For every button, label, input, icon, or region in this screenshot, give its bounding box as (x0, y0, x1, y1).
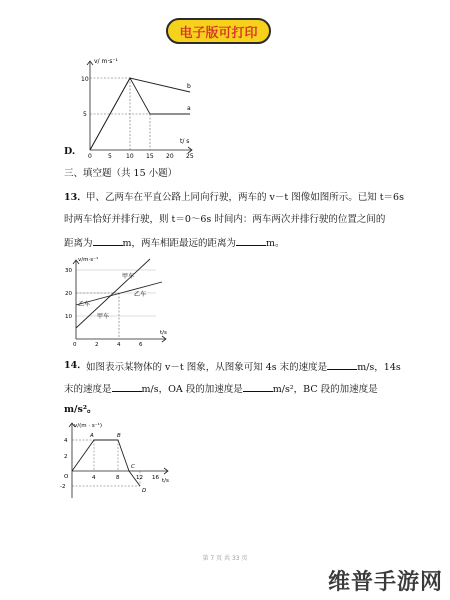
q14-line2 (64, 382, 378, 396)
chart2-xtick-2: 2 (95, 342, 99, 348)
q14-line2c: m/s²，BC 段的加速度是 (272, 384, 378, 395)
chart3-ytick-neg2: -2 (60, 484, 66, 490)
q14-blank-1[interactable] (327, 360, 357, 370)
q14-blank-2[interactable] (112, 382, 142, 392)
q14-line2a: 末的速度是 (64, 384, 112, 395)
label-jia-bottom: 甲车 (97, 313, 110, 320)
motion-line (72, 440, 140, 486)
q13-blank-2[interactable] (236, 236, 266, 246)
chart2-xtick-4: 4 (117, 342, 121, 348)
point-b: B (117, 433, 121, 439)
point-o: O (64, 474, 69, 480)
q14-line1b: m/s，14s (357, 362, 401, 373)
chart1-ytick-10: 10 (81, 76, 89, 83)
chart2-xlabel: t/s (160, 330, 167, 336)
chart2-xtick-0: 0 (73, 342, 77, 348)
label-jia-top: 甲车 (122, 273, 135, 280)
chart1-xlabel: t/ s (180, 138, 190, 145)
chart1-xtick-15: 15 (146, 153, 154, 160)
chart1-xtick-20: 20 (166, 153, 174, 160)
printable-banner: 电子版可打印 (166, 18, 271, 44)
q14-line1 (86, 360, 401, 374)
series-a-label: a (187, 105, 191, 112)
chart1-axes (87, 61, 192, 153)
chart-option-d (80, 55, 200, 160)
q14-line2b: m/s，OA 段的加速度是 (141, 384, 243, 395)
label-yi-right: 乙车 (134, 291, 147, 298)
q13-number: 13． (64, 192, 87, 203)
chart3-guides (72, 440, 140, 486)
chart3-xlabel: t/s (162, 478, 169, 484)
section-title: 三、填空题（共 15 小题） (64, 168, 178, 179)
chart1-xtick-5: 5 (108, 153, 112, 160)
q14-blank-3[interactable] (243, 382, 273, 392)
q13-line3b: m，两车相距最远的距离为 (122, 238, 237, 249)
chart2-ytick-30: 30 (65, 268, 72, 274)
chart3-xtick-4: 4 (92, 475, 96, 481)
point-c: C (131, 464, 135, 470)
chart2-ytick-20: 20 (65, 291, 72, 297)
chart1-xtick-25: 25 (186, 153, 194, 160)
q13-line3a: 距离为 (64, 238, 93, 249)
chart3-ylabel: v/(m · s⁻¹) (74, 423, 102, 429)
page-number: 第 7 页 共 33 页 (202, 555, 248, 562)
chart1-guides (90, 78, 150, 150)
chart1-xtick-0: 0 (88, 153, 92, 160)
chart3-ytick-2: 2 (64, 454, 68, 460)
q13-line3 (64, 236, 285, 250)
chart3-xtick-12: 12 (136, 475, 143, 481)
q13-line3c: m。 (266, 238, 285, 249)
q13-line2: 时两车恰好并排行驶，则 t＝0～6s 时间内：两车两次并排行驶的位置之间的 (64, 214, 386, 225)
option-d-label: D. (64, 146, 76, 157)
chart3-ytick-4: 4 (64, 438, 68, 444)
point-a: A (90, 433, 94, 439)
q13-blank-1[interactable] (93, 236, 123, 246)
site-watermark: 维普手游网 (328, 570, 444, 595)
chart3-xtick-8: 8 (116, 475, 120, 481)
chart1-ytick-5: 5 (83, 111, 87, 118)
label-yi-left: 乙车 (78, 301, 91, 308)
q14-number: 14． (64, 360, 87, 371)
chart-q14 (60, 420, 180, 502)
series-b-label: b (187, 83, 191, 90)
point-d: D (142, 488, 147, 494)
chart3-xtick-16: 16 (152, 475, 159, 481)
chart-q13 (62, 256, 172, 348)
chart1-ylabel: v/ m·s⁻¹ (94, 58, 118, 65)
q14-line3: m/s²。 (64, 404, 97, 415)
chart2-ylabel: v/m·s⁻¹ (78, 257, 99, 263)
chart2-xtick-6: 6 (139, 342, 143, 348)
chart2-ytick-10: 10 (65, 314, 72, 320)
q14-line1a: 如图表示某物体的 v－t 图象，从图象可知 4s 末的速度是 (86, 362, 328, 373)
q13-line1: 甲、乙两车在平直公路上同向行驶，两车的 v－t 图像如图所示。已知 t＝6s (86, 192, 404, 203)
chart1-xtick-10: 10 (126, 153, 134, 160)
